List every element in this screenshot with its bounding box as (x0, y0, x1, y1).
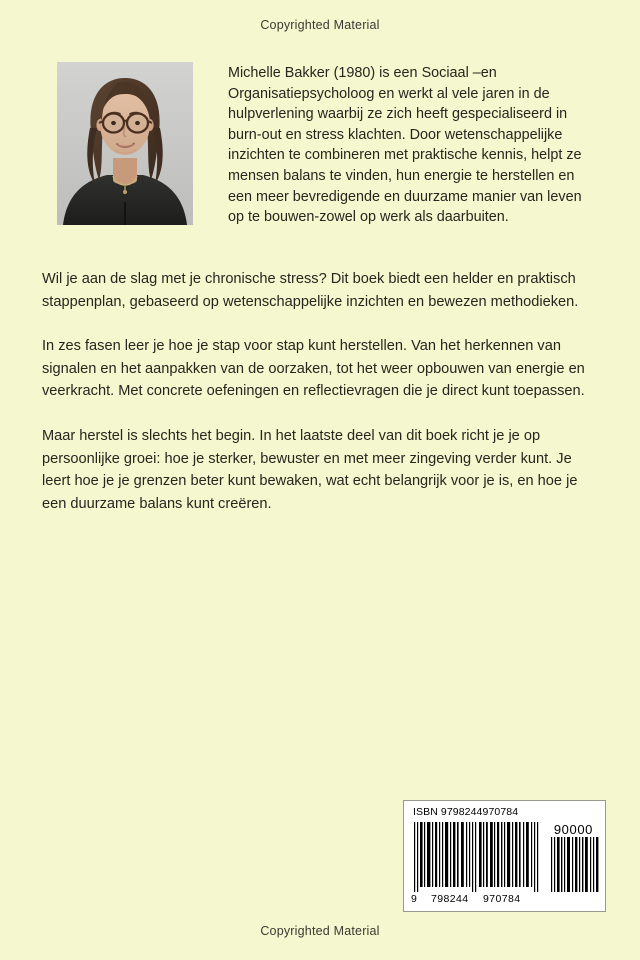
barcode-addon-label: 90000 (553, 822, 593, 837)
author-bio-text: Michelle Bakker (1980) is een Sociaal –en Organisatiepsycholoog en werkt al vele jaren in de hulpverlening waarbij ze zich heeft gespecialiseerd in burn-out en stress klachten. Door wetenschappelijke inzichten te combineren met praktische kennis, helpt ze mensen balans te vinden, hun energie te herstellen en een meer bevredigende en duurzame manier van leven op te bouwen-zowel op werk als daarbuiten. (228, 65, 582, 226)
ean13-barcode-bars (413, 822, 541, 892)
body-paragraph: Maar herstel is slechts het begin. In het laatste deel van dit boek richt je je op persoonlijke groei: hoe je sterker, bewuster en met meer zingeving verder kunt. Je leert hoe je je grenzen beter kunt bewaken, wat echt belangrijk voor je is, en hoe je een duurzame balans kunt creëren. (42, 427, 578, 512)
copyright-notice-bottom: Copyrighted Material (260, 924, 380, 938)
isbn-barcode-box (403, 800, 606, 912)
barcode-addon-bars (550, 837, 600, 892)
copyright-notice-top: Copyrighted Material (260, 18, 380, 32)
isbn-label: ISBN 9798244970784 (413, 806, 519, 818)
back-cover-body-copy (42, 268, 600, 515)
barcode-digit-lead: 9 (411, 893, 418, 905)
barcode-digits-left: 798244 (431, 893, 469, 905)
body-paragraph: Wil je aan de slag met je chronische stress? Dit boek biedt een helder en praktisch stappenplan, gebaseerd op wetenschappelijke inzichten en bewezen methodieken. (42, 271, 579, 310)
body-paragraph: In zes fasen leer je hoe je stap voor stap kunt herstellen. Van het herkennen van signalen en het aanpakken van de oorzaken, tot het weer opbouwen van energie en veerkracht. Met concrete oefeningen en reflectievragen die je direct kunt toepassen. (42, 338, 585, 400)
author-photo (57, 62, 193, 225)
barcode-digits-right: 970784 (483, 893, 521, 905)
